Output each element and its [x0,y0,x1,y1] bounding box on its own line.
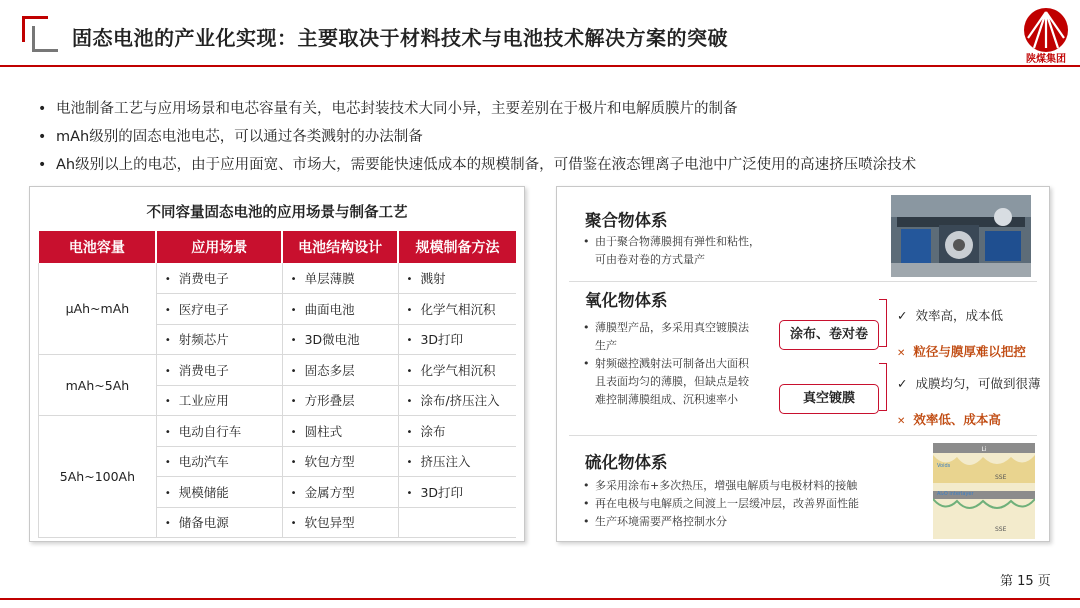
scene-cell: • 规模储能 [156,477,282,508]
capacity-cell: μAh~mAh [39,263,157,355]
logo-text: 陕煤集团 [1026,54,1066,65]
method-cell: • 涂布 [398,416,516,447]
pro-text: ✓ 成膜均匀，可做到很薄 [897,376,1041,391]
corner-bracket-mark [22,16,58,52]
header-scene: 应用场景 [156,231,282,263]
con-text: ✕ 效率低、成本高 [897,412,1001,427]
sse-label: SSE [995,526,1007,533]
method-cell: • 3D打印 [398,324,516,355]
table-row [39,416,517,447]
structure-cell: • 圆柱式 [282,416,398,447]
interface-schematic-image [933,443,1035,539]
method-cell: • 3D打印 [398,477,516,508]
structure-cell: • 软包方型 [282,446,398,477]
table-title: 不同容量固态电池的应用场景与制备工艺 [146,205,408,221]
scene-cell: • 储备电源 [156,507,282,538]
bracket-line [879,299,887,347]
capacity-cell: 5Ah~100Ah [39,416,157,538]
scene-cell: • 消费电子 [156,355,282,386]
scene-cell: • 消费电子 [156,263,282,294]
capacity-table-panel [29,186,525,542]
oxide-text: • 薄膜型产品，多采用真空镀膜法 生产 • 射频磁控溅射法可制备出大面积 且表面均匀的薄膜，但缺点是较 难控制薄膜组成、沉积速率小 [583,321,749,406]
method-cell: • 化学气相沉积 [398,355,516,386]
header-capacity: 电池容量 [39,231,157,263]
section-divider [569,435,1037,436]
li-label: Li [981,446,987,453]
scene-cell: • 射频芯片 [156,324,282,355]
structure-cell: • 方形叠层 [282,385,398,416]
polymer-title: 聚合物体系 [585,211,668,230]
structure-cell: • 3D微电池 [282,324,398,355]
method-cell [398,507,516,538]
table-header-row [39,231,517,263]
sulfide-title: 硫化物体系 [585,453,668,472]
interlayer-label: Al₂O interlayer [937,491,974,497]
capacity-table [38,231,516,538]
title-divider [0,65,1080,67]
method-tag-coating: 涂布、卷对卷 [779,320,879,350]
summary-bullets [38,95,1058,179]
page-title: 固态电池的产业化实现：主要取决于材料技术与电池技术解决方案的突破 [72,26,728,50]
voids-label: Voids [937,463,951,469]
method-cell: • 挤压注入 [398,446,516,477]
footer-divider [0,598,1080,600]
bracket-line [879,363,887,411]
capacity-cell: mAh~5Ah [39,355,157,416]
scene-cell: • 医疗电子 [156,294,282,325]
method-cell: • 涂布/挤压注入 [398,385,516,416]
pro-text: ✓ 效率高，成本低 [897,308,1003,323]
method-cell: • 化学气相沉积 [398,294,516,325]
scene-cell: • 电动自行车 [156,416,282,447]
scene-cell: • 电动汽车 [156,446,282,477]
roll-to-roll-machine-image [891,195,1031,277]
structure-cell: • 固态多层 [282,355,398,386]
table-row [39,355,517,386]
table-row [39,263,517,294]
con-text: ✕ 粒径与膜厚难以把控 [897,344,1026,359]
section-divider [569,281,1037,282]
oxide-title: 氧化物体系 [585,291,668,310]
summary-bullet: • mAh级别的固态电池电芯，可以通过各类溅射的办法制备 [38,123,1058,151]
structure-cell: • 软包异型 [282,507,398,538]
scene-cell: • 工业应用 [156,385,282,416]
structure-cell: • 金属方型 [282,477,398,508]
method-tag-vacuum: 真空镀膜 [779,384,879,414]
page-number: 第 15 页 [1000,574,1051,589]
structure-cell: • 曲面电池 [282,294,398,325]
summary-bullet: • 电池制备工艺与应用场景和电芯容量有关，电芯封装技术大同小异，主要差别在于极片和电解质膜片的制备 [38,95,1058,123]
structure-cell: • 单层薄膜 [282,263,398,294]
polymer-text: • 由于聚合物薄膜拥有弹性和粘性， 可由卷对卷的方式量产 [583,235,760,266]
header-structure: 电池结构设计 [282,231,398,263]
header-method: 规模制备方法 [398,231,516,263]
material-systems-panel [556,186,1050,542]
sse-label: SSE [995,474,1007,481]
method-cell: • 溅射 [398,263,516,294]
sulfide-text: • 多采用涂布+多次热压，增强电解质与电极材料的接触 • 再在电极与电解质之间渡上一层缓冲层，改善界面性能 • 生产环境需要严格控制水分 [583,479,859,528]
summary-bullet: • Ah级别以上的电芯，由于应用面宽、市场大，需要能快速低成本的规模制备，可借鉴在液态锂离子电池中广泛使用的高速挤压喷涂技术 [38,151,1058,179]
